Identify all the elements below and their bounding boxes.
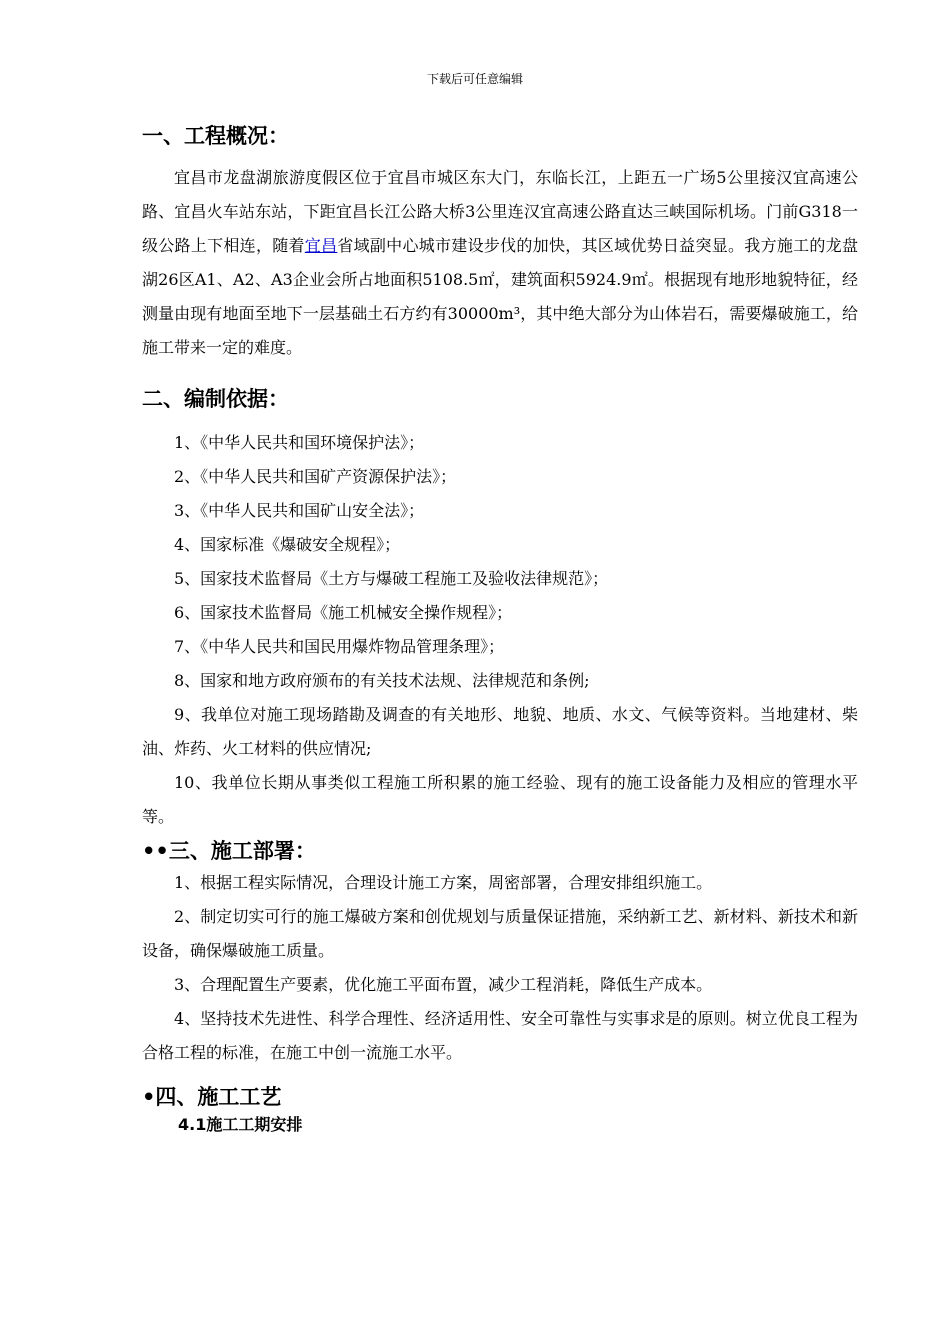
- deploy-item-1: 1、根据工程实际情况，合理设计施工方案，周密部署，合理安排组织施工。: [174, 873, 713, 892]
- section-2-title: 二、编制依据：: [142, 387, 289, 411]
- basis-item-8: 8、国家和地方政府颁布的有关技术法规、法律规范和条例;: [174, 671, 590, 690]
- basis-item-7: 7、《中华人民共和国民用爆炸物品管理条理》；: [174, 637, 505, 656]
- basis-item-4: 4、国家标准《爆破安全规程》；: [174, 535, 401, 554]
- section-1-text-a: 宜昌市龙盘湖旅游度假区位于宜昌市城区东大门，东临长江，上距五一广场5公里接汉宜高速公路、宜昌火车站东站，下距宜昌长江公路大桥3公里连汉宜高速公路直达三峡国际机场。门前G318一级公路上下相连，随着: [142, 168, 858, 255]
- section-3-title: ••三、施工部署：: [142, 839, 316, 863]
- deploy-item-3: 3、合理配置生产要素，优化施工平面布置，减少工程消耗，降低生产成本。: [174, 975, 713, 994]
- deploy-item-2: 2、制定切实可行的施工爆破方案和创优规划与质量保证措施，采纳新工艺、新材料、新技术和新设备，确保爆破施工质量。: [142, 907, 858, 960]
- yichang-link[interactable]: 宜昌: [304, 236, 338, 255]
- basis-item-2: 2、《中华人民共和国矿产资源保护法》；: [174, 467, 457, 486]
- basis-item-9: 9、我单位对施工现场踏勘及调查的有关地形、地貌、地质、水文、气候等资料。当地建材、柴油、炸药、火工材料的供应情况;: [142, 705, 858, 758]
- deploy-item-4: 4、坚持技术先进性、科学合理性、经济适用性、安全可靠性与实事求是的原则。树立优良工程为合格工程的标准，在施工中创一流施工水平。: [142, 1009, 858, 1062]
- section-1-paragraph: [142, 161, 858, 365]
- section-1-title: 一、工程概况：: [142, 124, 289, 148]
- basis-item-6: 6、国家技术监督局《施工机械安全操作规程》；: [174, 603, 513, 622]
- basis-item-3: 3、《中华人民共和国矿山安全法》；: [174, 501, 425, 520]
- page-header: 下载后可任意编辑: [426, 72, 523, 86]
- basis-item-10: 10、我单位长期从事类似工程施工所积累的施工经验、现有的施工设备能力及相应的管理水平等。: [142, 773, 858, 826]
- section-4-title: •四、施工工艺: [142, 1085, 282, 1109]
- basis-item-1: 1、《中华人民共和国环境保护法》；: [174, 433, 425, 452]
- basis-item-5: 5、国家技术监督局《土方与爆破工程施工及验收法律规范》；: [174, 569, 609, 588]
- document-body: [142, 120, 858, 1138]
- section-4-1-subtitle: 4.1施工工期安排: [178, 1115, 303, 1134]
- section-1-text-b: 省域副中心城市建设步伐的加快，其区域优势日益突显。我方施工的龙盘湖26区A1、A2、A3企业会所占地面积5108.5㎡，建筑面积5924.9㎡。根据现有地形地貌特征，经测量由现有地面至地下一层基础土石方约有30000m³，其中绝大部分为山体岩石，需要爆破施工，给施工带来一定的难度。: [142, 236, 858, 357]
